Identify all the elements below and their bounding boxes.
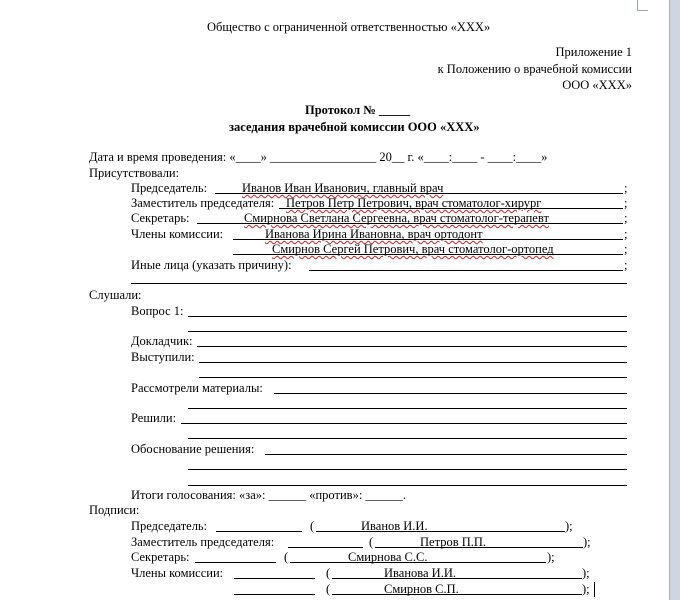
- text-cursor: [594, 582, 595, 597]
- member-1-semicolon: ;: [624, 227, 628, 241]
- member-1-underline: [233, 239, 623, 240]
- chair-underline: [215, 193, 623, 194]
- sig-member-1-paren-open: (: [326, 566, 331, 580]
- sig-chair-line: [216, 531, 302, 532]
- sig-secretary-paren-close: );: [547, 550, 555, 564]
- sig-secretary-label: Секретарь:: [131, 550, 190, 564]
- sig-member-2-name: Смирнов С.П.: [384, 582, 459, 596]
- secretary-underline: [197, 223, 623, 224]
- speaker-label: Докладчик:: [131, 334, 193, 348]
- signatures-label: Подписи:: [89, 503, 140, 517]
- member-2-underline: [233, 254, 623, 255]
- others-underline: [309, 270, 623, 271]
- decided-label: Решили:: [131, 411, 177, 425]
- member-1-value: Иванова Ирина Ивановна, врач ортодонт: [265, 227, 483, 241]
- decided-underline-2: [188, 438, 627, 439]
- sig-secretary-name-line: [290, 562, 546, 563]
- sig-chair-label: Председатель:: [131, 519, 208, 533]
- materials-underline-2: [188, 408, 627, 409]
- chair-value: Иванов Иван Иванович, главный врач: [242, 181, 444, 195]
- sig-deputy-line: [288, 547, 363, 548]
- justification-underline-2: [188, 469, 627, 470]
- sig-chair-paren-close: );: [565, 519, 573, 533]
- spoke-underline: [199, 362, 627, 363]
- sig-member-2-name-line: [332, 594, 582, 595]
- question-underline: [188, 316, 627, 317]
- secretary-semicolon: ;: [624, 211, 628, 225]
- question-label: Вопрос 1:: [131, 304, 184, 318]
- spoke-underline-2: [199, 377, 627, 378]
- others-semicolon: ;: [624, 258, 628, 272]
- sig-member-1-paren-close: );: [582, 566, 590, 580]
- sig-member-1-line: [234, 578, 315, 579]
- decided-underline: [181, 423, 627, 424]
- sig-member-1-name-line: [332, 578, 582, 579]
- member-2-value: Смирнов Сергей Петрович, врач стоматолог-ортопед: [272, 242, 554, 256]
- sig-member-2-paren-open: (: [326, 582, 331, 596]
- sig-member-2-paren-close: );: [582, 582, 590, 596]
- justification-underline: [265, 454, 627, 455]
- sig-members-label: Члены комиссии:: [131, 566, 224, 580]
- protocol-subtitle: заседания врачебной комиссии ООО «XXX»: [229, 120, 480, 134]
- sig-deputy-label: Заместитель председателя:: [131, 535, 275, 549]
- sig-deputy-name: Петров П.П.: [420, 535, 487, 549]
- sig-deputy-paren-close: );: [583, 535, 591, 549]
- secretary-value: Смирнова Светлана Сергеевна, врач стоматолог-терапевт: [244, 211, 549, 225]
- sig-chair-paren-open: (: [310, 519, 315, 533]
- chair-label: Председатель:: [131, 181, 208, 195]
- deputy-underline: [279, 208, 623, 209]
- sig-chair-name-line: [316, 531, 565, 532]
- sig-deputy-paren-open: (: [369, 535, 374, 549]
- spoke-label: Выступили:: [131, 350, 195, 364]
- margin-corner-mark: [637, 0, 648, 11]
- speaker-underline: [197, 346, 627, 347]
- deputy-label: Заместитель председателя:: [131, 196, 275, 210]
- appendix-line-3: ООО «XXX»: [562, 78, 632, 92]
- justification-label: Обоснование решения:: [131, 442, 255, 456]
- sig-secretary-paren-open: (: [284, 550, 289, 564]
- organization-name: Общество с ограниченной ответственностью «XXX»: [207, 20, 491, 34]
- protocol-title: Протокол № _____: [305, 103, 411, 117]
- secretary-label: Секретарь:: [131, 211, 190, 225]
- others-label: Иные лица (указать причину):: [131, 258, 292, 272]
- justification-underline-3: [188, 485, 627, 486]
- sig-chair-name: Иванов И.И.: [361, 519, 428, 533]
- sig-secretary-line: [195, 562, 276, 563]
- members-label: Члены комиссии:: [131, 227, 224, 241]
- sig-member-2-line: [234, 594, 315, 595]
- question-underline-2: [188, 331, 627, 332]
- member-2-semicolon: ;: [624, 242, 628, 256]
- meeting-datetime: Дата и время проведения: «____» _________________ 20__ г. «____:____ - ____:____»: [89, 150, 548, 164]
- heard-label: Слушали:: [89, 288, 142, 302]
- voting-results: Итоги голосования: «за»: ______ «против»: ______.: [131, 488, 407, 502]
- sig-secretary-name: Смирнова С.С.: [348, 550, 428, 564]
- materials-underline: [274, 393, 627, 394]
- deputy-semicolon: ;: [624, 196, 628, 210]
- chair-semicolon: ;: [624, 181, 628, 195]
- sig-member-1-name: Иванова И.И.: [384, 566, 456, 580]
- others-underline-2: [131, 283, 627, 284]
- sig-deputy-name-line: [375, 547, 583, 548]
- materials-label: Рассмотрели материалы:: [131, 381, 263, 395]
- present-label: Присутствовали:: [89, 166, 180, 180]
- appendix-line-1: Приложение 1: [555, 45, 632, 59]
- deputy-value: Петров Петр Петрович, врач стоматолог-хирург: [286, 196, 542, 210]
- window-edge: [670, 0, 680, 600]
- appendix-line-2: к Положению о врачебной комиссии: [437, 62, 632, 76]
